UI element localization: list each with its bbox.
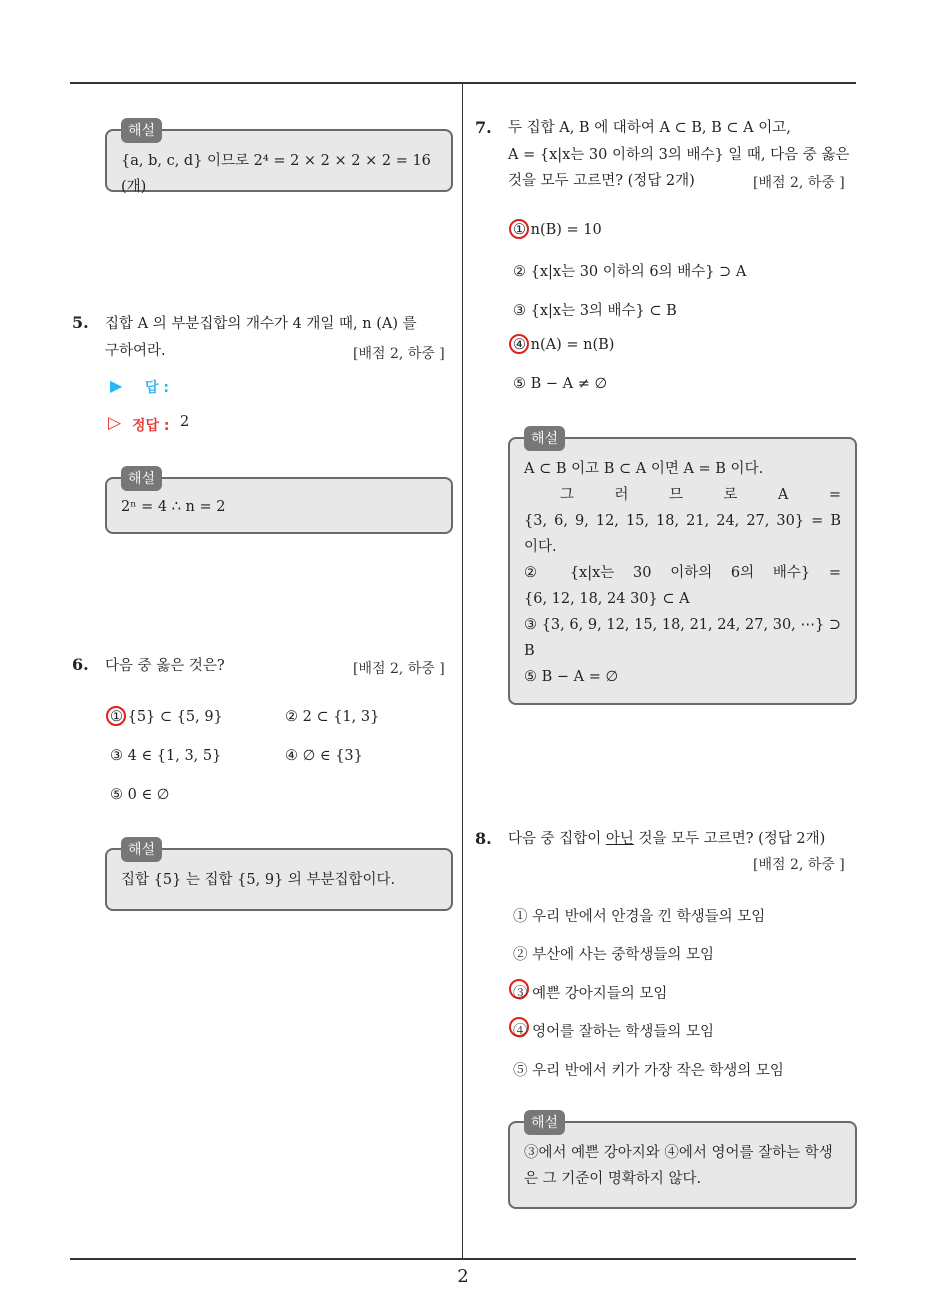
stem-text: 것을 모두 고르면? (정답 2개) [633,831,826,847]
correct-value: 2 [180,414,190,430]
solution-line: B [524,643,535,659]
q6-solution-box [105,842,453,911]
question-number: 6. [72,655,89,674]
option-2[interactable]: ② 부산에 사는 중학생들의 모임 [513,947,715,963]
solution-line: ③ {3, 6, 9, 12, 15, 18, 21, 24, 27, 30, ⋯} ⊃ [524,617,841,633]
column-divider [462,83,463,1259]
option-1[interactable]: ① 우리 반에서 안경을 낀 학생들의 모임 [513,909,766,925]
question-number: 7. [475,118,492,137]
score-meta: [배점 2, 하중 ] [753,857,845,873]
solution-line: {6, 12, 18, 24 30} ⊂ A [524,591,690,607]
solution-line: 그 러 므 로 A = [560,487,841,503]
option-2[interactable]: ② {x|x는 30 이하의 6의 배수} ⊃ A [513,264,747,280]
option-2[interactable]: ② 2 ⊂ {1, 3} [285,709,380,725]
solution-tag: 해설 [121,118,162,143]
option-4[interactable]: ④ n(A) = n(B) [513,337,615,353]
option-1[interactable]: ① n(B) = 10 [513,222,602,238]
score-meta: [배점 2, 하중 ] [753,175,845,191]
solution-line: ⑤ B − A = ∅ [524,669,619,685]
solution-line: ② {x|x는 30 이하의 6의 배수} = [524,565,841,581]
option-4[interactable]: ④ 영어를 잘하는 학생들의 모임 [513,1024,715,1040]
solution-text [524,456,841,690]
solution-line: A ⊂ B 이고 B ⊂ A 이면 A = B 이다. [524,461,764,477]
q5-solution-box [105,471,453,534]
page-number: 2 [457,1266,469,1287]
question-stem: 구하여라. [105,343,166,359]
score-meta: [배점 2, 하중 ] [353,346,445,362]
q8-solution-box [508,1115,857,1209]
solution-tag: 해설 [121,837,162,862]
solution-line: 은 그 기준이 명확하지 않다. [524,1171,702,1187]
solution-tag: 해설 [524,426,565,451]
option-5[interactable]: ⑤ B − A ≠ ∅ [513,376,608,392]
top-rule [70,82,856,84]
solution-line: {3, 6, 9, 12, 15, 18, 21, 24, 27, 30} = B [524,513,841,529]
solution-text: {a, b, c, d} 이므로 2⁴ = 2 × 2 × 2 × 2 = 16 (개) [121,153,431,195]
answer-label: 답 : [145,380,169,396]
question-stem: 다음 중 옳은 것은? [105,658,225,674]
stem-emphasis: 아닌 [605,831,634,847]
solution-line: ③에서 예쁜 강아지와 ④에서 영어를 잘하는 학생 [524,1145,833,1161]
prev-solution-box [105,123,453,195]
option-3[interactable]: ③ {x|x는 3의 배수} ⊂ B [513,303,677,319]
correct-label: 정답 : [132,418,170,434]
answer-arrow-icon: ▶ [110,376,123,395]
question-stem: 집합 A 의 부분집합의 개수가 4 개일 때, n (A) 를 [105,316,417,332]
stem-text: 다음 중 집합이 [508,831,606,847]
question-number: 5. [72,313,89,332]
correct-arrow-icon: ▷ [108,413,122,433]
solution-line: 이다. [524,539,557,555]
option-3[interactable]: ③ 4 ∈ {1, 3, 5} [110,748,222,764]
solution-text: 2ⁿ = 4 ∴ n = 2 [121,499,226,515]
solution-tag: 해설 [524,1110,565,1135]
q7-solution-box [508,431,857,705]
question-stem [508,826,825,852]
option-4[interactable]: ④ ∅ ∈ {3} [285,748,363,764]
question-number: 8. [475,829,492,848]
option-5[interactable]: ⑤ 0 ∈ ∅ [110,787,170,803]
solution-text [524,1140,841,1192]
option-5[interactable]: ⑤ 우리 반에서 키가 가장 작은 학생의 모임 [513,1063,784,1079]
option-3[interactable]: ③ 예쁜 강아지들의 모임 [513,986,668,1002]
bottom-rule [70,1258,856,1260]
option-1[interactable]: ① {5} ⊂ {5, 9} [110,709,223,725]
question-stem: 두 집합 A, B 에 대하여 A ⊂ B, B ⊂ A 이고, [508,120,791,136]
solution-tag: 해설 [121,466,162,491]
question-stem: 것을 모두 고르면? (정답 2개) [508,173,695,189]
solution-text: 집합 {5} 는 집합 {5, 9} 의 부분집합이다. [121,872,396,888]
score-meta: [배점 2, 하중 ] [353,661,445,677]
question-stem: A = {x|x는 30 이하의 3의 배수} 일 때, 다음 중 옳은 [508,147,850,163]
